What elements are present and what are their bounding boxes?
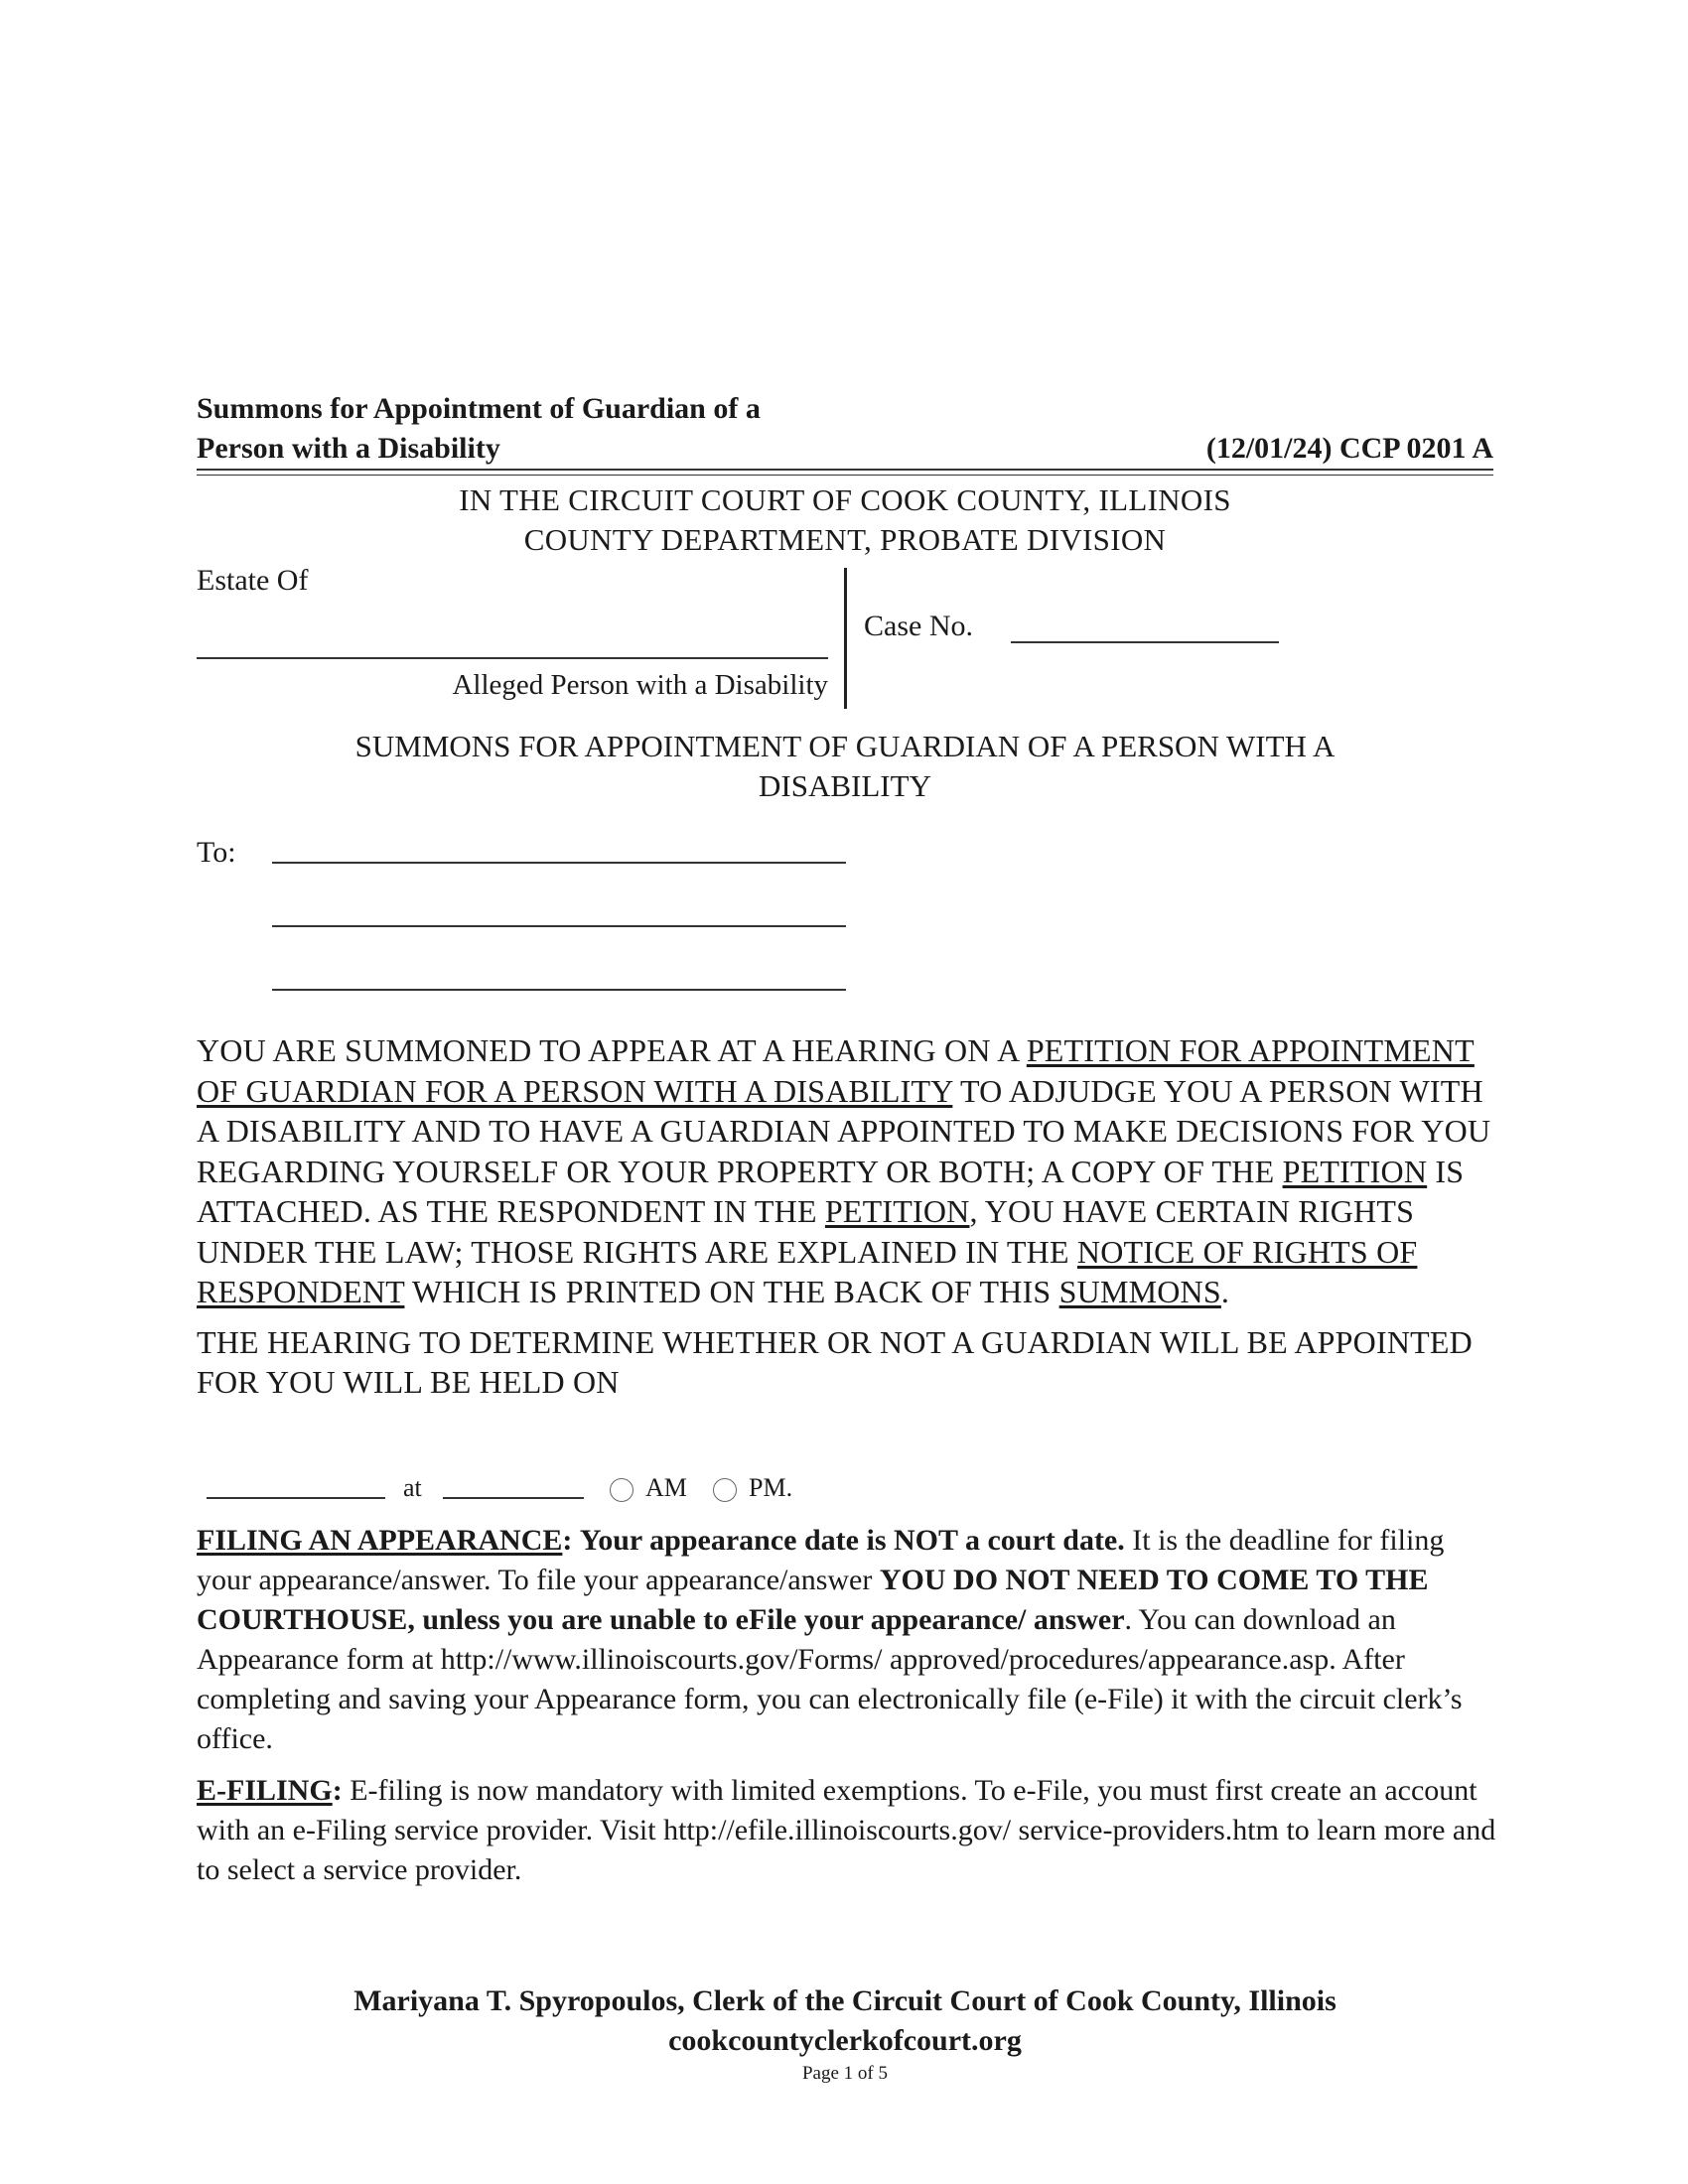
document-title-line-2: DISABILITY: [759, 768, 931, 803]
am-radio[interactable]: [610, 1478, 633, 1502]
form-code: (12/01/24) CCP 0201 A: [1205, 432, 1493, 465]
header-rule-thick: [197, 469, 1493, 471]
clerk-name: Mariyana T. Spyropoulos, Clerk of the Circuit Court of Cook County, Illinois: [353, 1984, 1336, 2017]
footer: [197, 1981, 1493, 2061]
clerk-website: cookcountyclerkofcourt.org: [668, 2024, 1022, 2057]
at-label: at: [403, 1473, 422, 1502]
alleged-person-label: Alleged Person with a Disability: [452, 669, 828, 701]
estate-name-field[interactable]: [197, 657, 828, 659]
hearing-paragraph: THE HEARING TO DETERMINE WHETHER OR NOT A GUARDIAN WILL BE APPOINTED FOR YOU WILL BE HELD ON: [197, 1323, 1473, 1400]
to-field-line-2[interactable]: [272, 925, 846, 927]
hearing-time-field[interactable]: [443, 1497, 584, 1499]
petition-ref: PETITION: [824, 1193, 970, 1229]
notice-of-rights-ref: NOTICE OF RIGHTS OF RESPONDENT: [197, 1233, 1418, 1309]
estate-of-label: Estate Of: [197, 564, 309, 597]
pm-radio[interactable]: [713, 1478, 737, 1502]
case-number-label: Case No.: [864, 610, 973, 642]
summons-text: YOU ARE SUMMONED TO APPEAR AT A HEARING ON A: [197, 1032, 1027, 1068]
to-field-line-3[interactable]: [272, 989, 846, 991]
document-title: [197, 727, 1493, 806]
filing-appearance-heading: FILING AN APPEARANCE: [197, 1524, 563, 1557]
efiling-paragraph: [197, 1771, 1497, 1890]
summons-text: WHICH IS PRINTED ON THE BACK OF THIS: [404, 1274, 1059, 1309]
form-title-line-2: Person with a Disability: [197, 432, 500, 465]
summons-text: TO ADJUDGE YOU A PERSON WITH A DISABILITY AND TO HAVE A GUARDIAN APPOINTED TO MAKE DECISIONS FOR YOU REGARDING YOURSELF OR YOUR PROPERTY OR BOTH; A COPY OF THE: [197, 1072, 1491, 1189]
form-title: [197, 389, 761, 469]
summons-paragraph: [197, 1030, 1499, 1312]
instructions: [197, 1521, 1497, 1902]
hearing-date-field[interactable]: [207, 1497, 385, 1499]
summons-ref: SUMMONS: [1058, 1274, 1221, 1309]
efiling-heading: E-FILING: [197, 1774, 333, 1807]
case-number-field[interactable]: [1011, 641, 1279, 643]
filing-text: It is the deadline for filing your appearance/answer. To file your appearance/answer: [197, 1524, 1445, 1596]
pm-label: PM.: [749, 1473, 793, 1502]
court-heading: [197, 480, 1493, 560]
petition-title: PETITION FOR APPOINTMENT OF GUARDIAN FOR A PERSON WITH A DISABILITY: [197, 1032, 1475, 1109]
summons-text: .: [1220, 1274, 1230, 1309]
petition-ref: PETITION: [1282, 1153, 1428, 1189]
to-field-line-1[interactable]: [272, 862, 846, 864]
summons-text: , YOU HAVE CERTAIN RIGHTS UNDER THE LAW; THOSE RIGHTS ARE EXPLAINED IN THE: [197, 1193, 1415, 1270]
heading-colon: :: [332, 1774, 343, 1807]
summons-notice: [197, 1030, 1499, 1413]
court-heading-line-1: IN THE CIRCUIT COURT OF COOK COUNTY, ILLINOIS: [459, 482, 1231, 517]
form-title-line-1: Summons for Appointment of Guardian of a: [197, 392, 761, 425]
summons-text: IS ATTACHED. AS THE RESPONDENT IN THE: [197, 1153, 1465, 1229]
document-title-line-1: SUMMONS FOR APPOINTMENT OF GUARDIAN OF A PERSON WITH A: [354, 729, 1336, 763]
courthouse-notice: YOU DO NOT NEED TO COME TO THE COURTHOUSE, unless you are unable to eFile your appearance/ answer: [197, 1564, 1429, 1636]
court-heading-line-2: COUNTY DEPARTMENT, PROBATE DIVISION: [523, 522, 1167, 557]
am-label: AM: [645, 1473, 687, 1502]
heading-colon: :: [562, 1524, 573, 1557]
appearance-date-notice: Your appearance date is NOT a court date.: [579, 1524, 1125, 1557]
page-number: Page 1 of 5: [801, 2063, 888, 2084]
to-label: To:: [197, 836, 236, 869]
efiling-text: E-filing is now mandatory with limited exemptions. To e-File, you must first create an account with an e-Filing service provider. Visit http://efile.illinoiscourts.gov/ service-providers.htm to learn more and to select a service provider.: [197, 1774, 1496, 1886]
filing-text: . You can download an Appearance form at http://www.illinoiscourts.gov/Forms/ approved/procedures/appearance.asp. After completing and saving your Appearance form, you can electronically file (e-File) it with the circuit clerk’s office.: [197, 1603, 1463, 1755]
caption-divider: [844, 568, 847, 709]
header-rule-thin: [197, 475, 1493, 476]
filing-appearance-paragraph: [197, 1521, 1497, 1759]
